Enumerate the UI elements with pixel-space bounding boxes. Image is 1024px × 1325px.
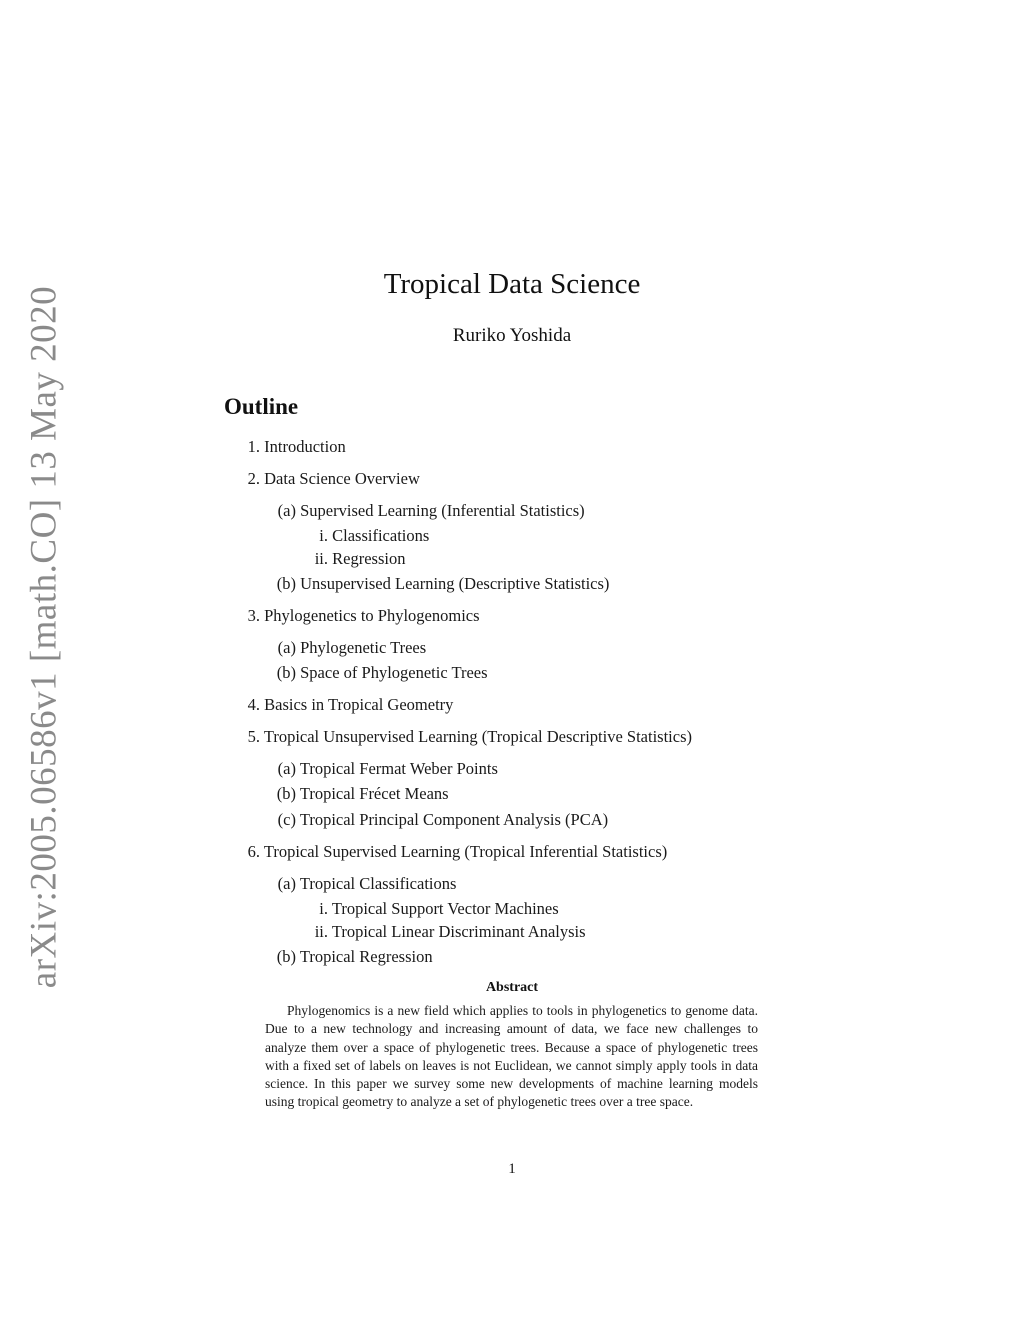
- outline-item-number: (a): [277, 638, 296, 657]
- outline-subitem: [266, 947, 433, 967]
- outline-item-text: Data Science Overview: [264, 469, 420, 488]
- outline-item-number: 6.: [247, 842, 260, 861]
- paper-title: Tropical Data Science: [383, 268, 641, 300]
- outline-subitem: [266, 810, 608, 830]
- outline-item-number: 2.: [247, 469, 260, 488]
- abstract-heading: Abstract: [485, 980, 539, 995]
- outline-subitem: [266, 574, 609, 594]
- outline-item-text: Tropical Supervised Learning (Tropical Inferential Statistics): [263, 842, 668, 861]
- arxiv-identifier: arXiv:2005.06586v1 [math.CO] 13 May 2020: [23, 285, 65, 989]
- outline-item-number: (c): [277, 810, 296, 829]
- outline-item-text: Tropical Regression: [299, 947, 433, 966]
- outline-item-number: 4.: [247, 695, 260, 714]
- page-number: 1: [508, 1161, 516, 1177]
- outline-item-text: Regression: [332, 549, 406, 568]
- outline-item-text: Tropical Support Vector Machines: [331, 899, 559, 918]
- outline-item-number: (b): [276, 574, 296, 593]
- outline-subitem: [266, 501, 585, 521]
- outline-item: [238, 469, 420, 489]
- abstract-body: Phylogenomics is a new field which applies to tools in phylogenetics to genome data. Due to a new technology and increasing amount of data, we face new challenges to analyze them over a space of phylogenetic trees. Because a space of phylogenetic trees with a fixed set of labels on leaves is not Euclidean, we cannot simply apply tools in data science. In this paper we survey some new developments of machine learning models using tropical geometry to analyze a set of phylogenetic trees over a tree space.: [265, 1003, 758, 1110]
- outline-item-number: ii.: [314, 549, 328, 568]
- outline-item-number: 1.: [247, 437, 260, 456]
- outline-item-text: Classifications: [332, 526, 430, 545]
- outline-heading: Outline: [224, 394, 299, 419]
- outline-item-number: i.: [319, 899, 328, 918]
- outline-subsubitem: [300, 922, 586, 942]
- paper-author: Ruriko Yoshida: [452, 325, 572, 346]
- outline-subsubitem: [300, 899, 559, 919]
- outline-item-text: Unsupervised Learning (Descriptive Statistics): [300, 574, 610, 593]
- outline-item-number: (a): [277, 501, 296, 520]
- outline-item: [238, 437, 346, 457]
- outline-item-text: Phylogenetic Trees: [300, 638, 427, 657]
- outline-item: [238, 695, 453, 715]
- outline-item: [238, 842, 667, 862]
- outline-item-number: 5.: [247, 727, 260, 746]
- outline-item-text: Tropical Classifications: [299, 874, 457, 893]
- outline-subsubitem: [300, 526, 429, 546]
- outline-subitem: [266, 759, 498, 779]
- outline-item-number: (a): [277, 874, 296, 893]
- outline-subitem: [266, 784, 449, 804]
- outline-item-text: Basics in Tropical Geometry: [264, 695, 454, 714]
- outline-item-text: Tropical Fermat Weber Points: [299, 759, 498, 778]
- outline-item-text: Tropical Unsupervised Learning (Tropical Descriptive Statistics): [263, 727, 692, 746]
- outline-item-text: Supervised Learning (Inferential Statistics): [300, 501, 585, 520]
- outline-item-number: ii.: [314, 922, 328, 941]
- outline-subsubitem: [300, 549, 405, 569]
- outline-item-number: i.: [319, 526, 328, 545]
- outline-item-text: Phylogenetics to Phylogenomics: [264, 606, 480, 625]
- outline-item-text: Introduction: [264, 437, 346, 456]
- outline-item-text: Space of Phylogenetic Trees: [300, 663, 488, 682]
- outline-item: [238, 727, 692, 747]
- outline-item: [238, 606, 480, 626]
- outline-item-number: (b): [276, 663, 296, 682]
- outline-subitem: [266, 638, 426, 658]
- outline-item-number: (b): [276, 947, 296, 966]
- outline-item-number: (b): [276, 784, 296, 803]
- outline-item-number: 3.: [247, 606, 260, 625]
- outline-item-text: Tropical Principal Component Analysis (PCA): [299, 810, 609, 829]
- outline-item-text: Tropical Linear Discriminant Analysis: [331, 922, 586, 941]
- outline-subitem: [266, 874, 456, 894]
- outline-item-number: (a): [277, 759, 296, 778]
- outline-subitem: [266, 663, 488, 683]
- outline-item-text: Tropical Frécet Means: [299, 784, 449, 803]
